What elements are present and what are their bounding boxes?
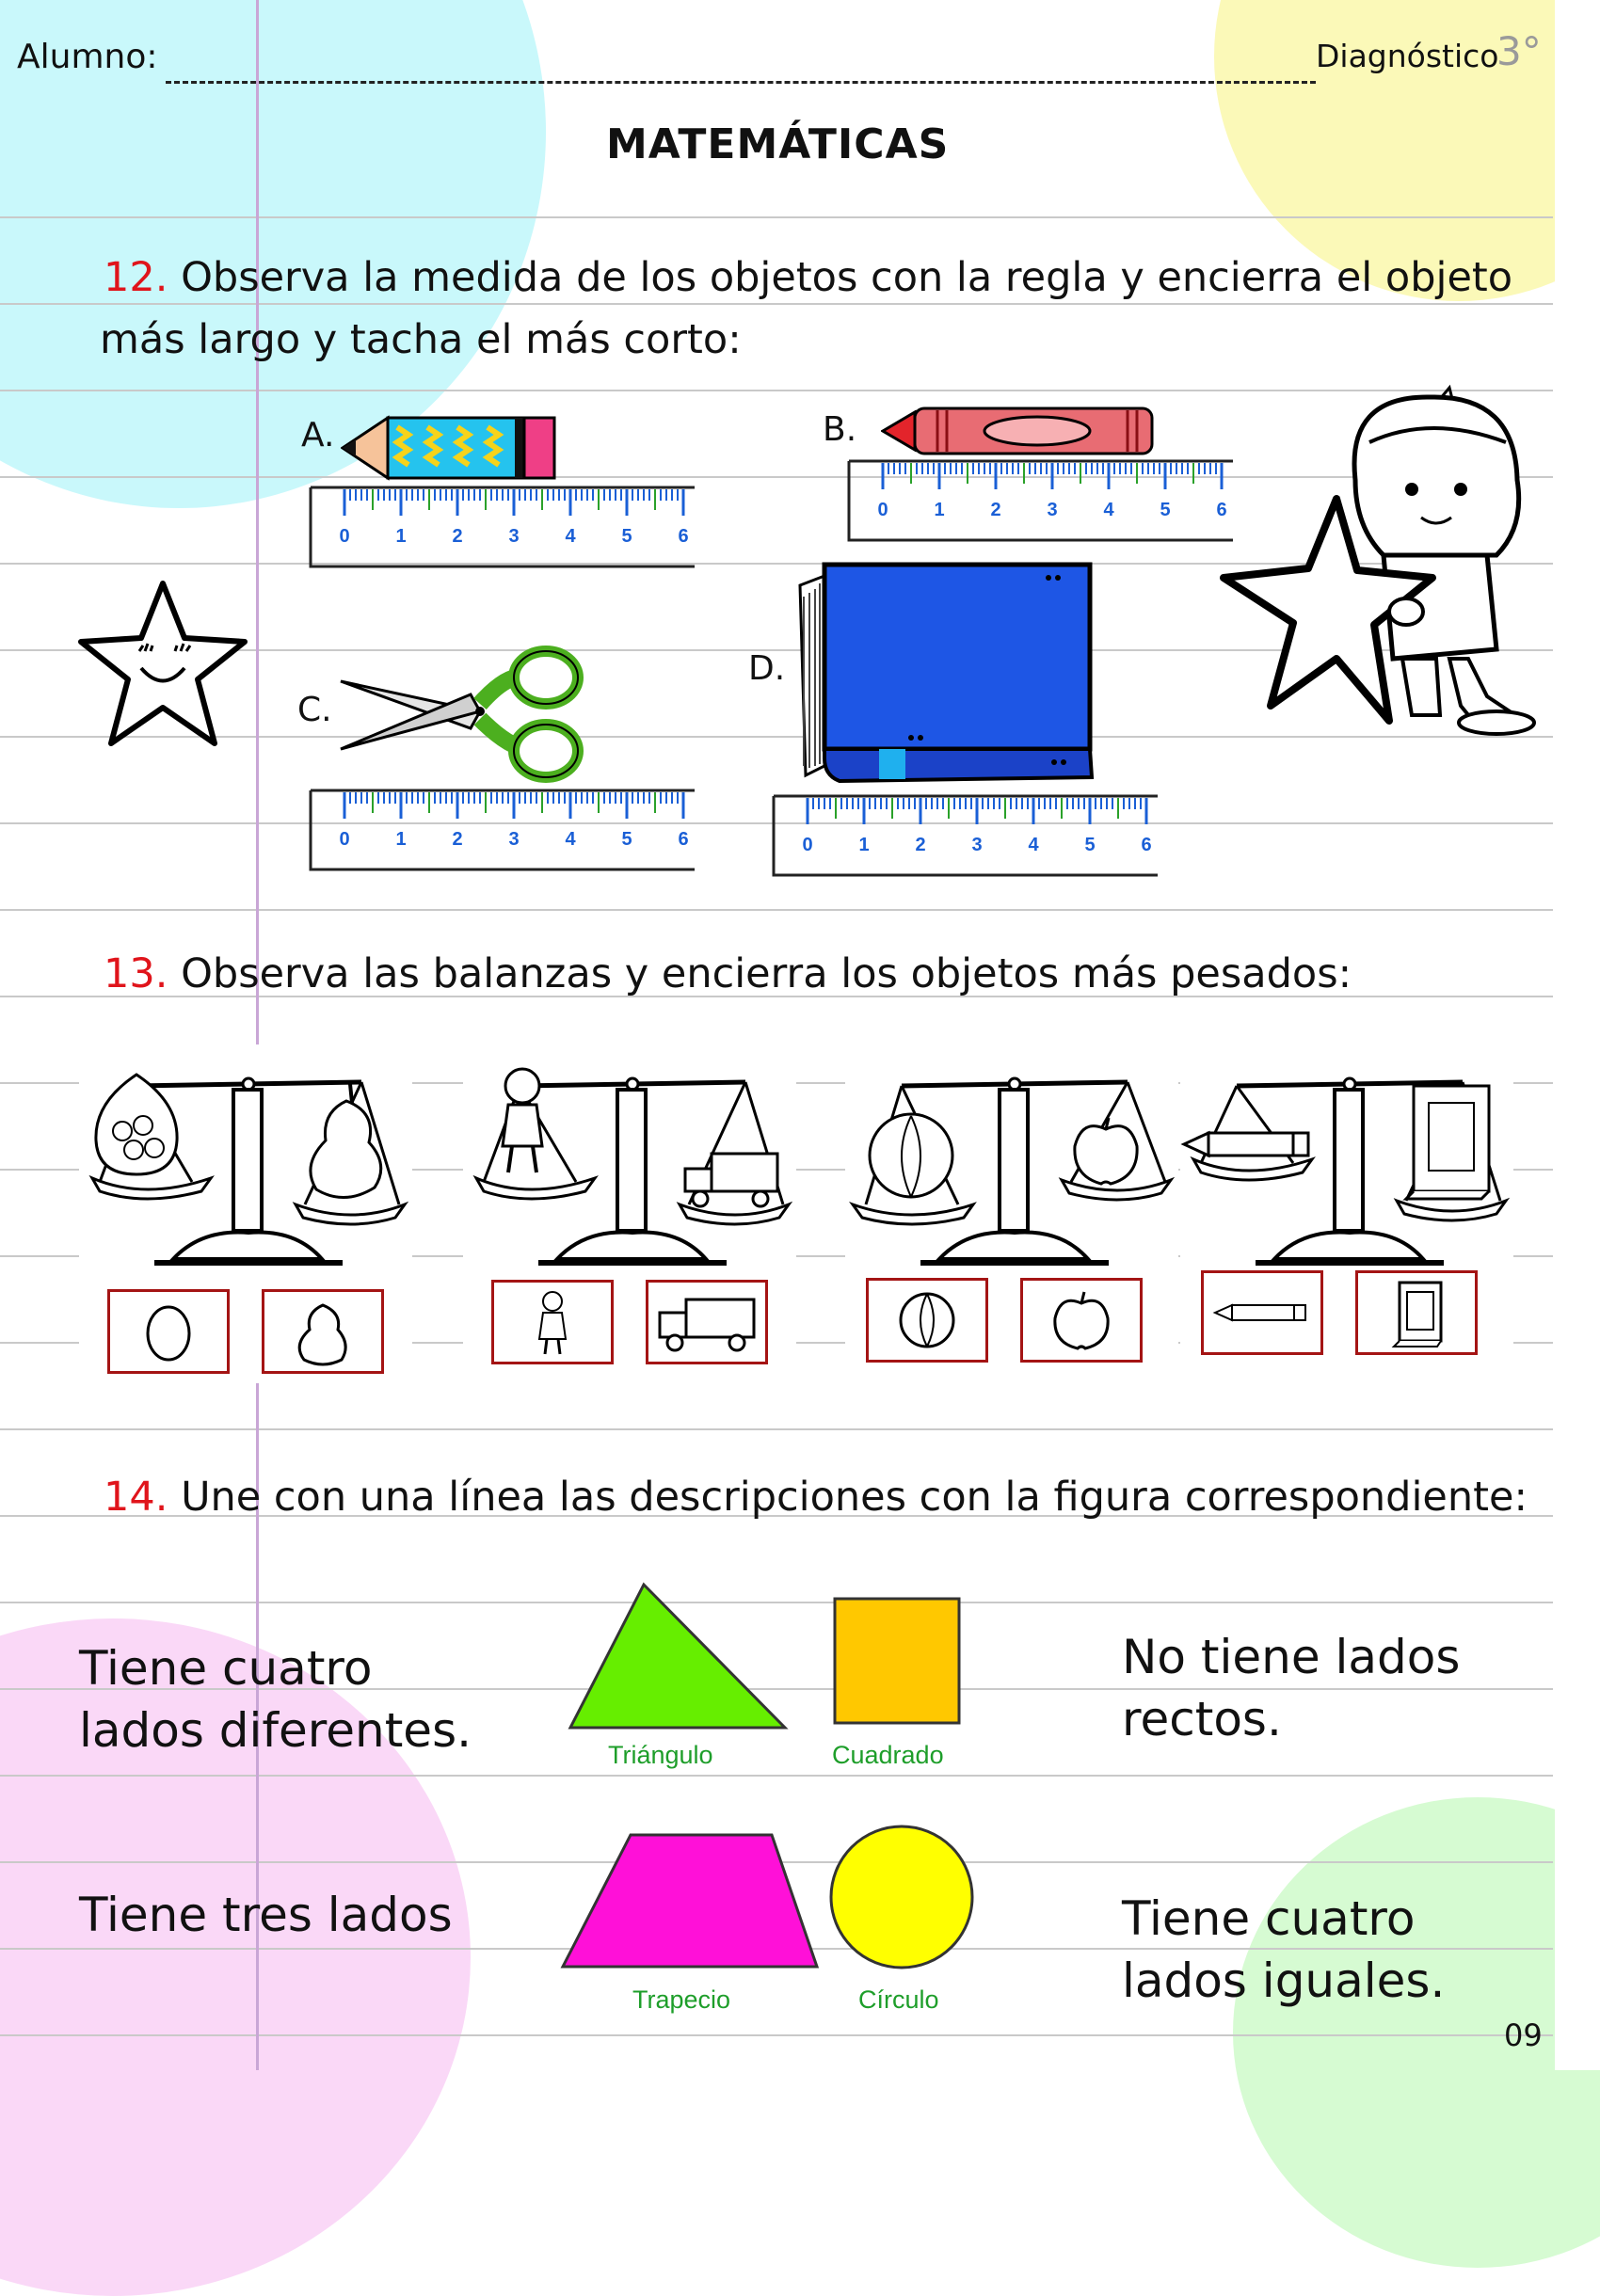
ruler-tick-label: 1	[934, 500, 945, 520]
square-shape[interactable]	[832, 1596, 964, 1728]
ruler-tick-label: 5	[621, 829, 632, 850]
apple-icon	[1023, 1281, 1140, 1360]
item-c-letter: C.	[297, 691, 332, 729]
green-blob	[1233, 1797, 1600, 2268]
pencil-icon	[341, 412, 557, 484]
ruler-tick-label: 2	[990, 500, 1001, 520]
scissors-icon	[339, 644, 593, 785]
ruler-tick-label: 0	[877, 500, 888, 520]
rule-line	[0, 1775, 1553, 1777]
apple-icon	[1064, 1114, 1148, 1189]
ruler-tick-label: 2	[915, 835, 926, 855]
trapezoid-shape[interactable]	[559, 1831, 823, 1972]
balance-panel-2	[463, 1044, 796, 1383]
balance-panel-3	[845, 1044, 1178, 1383]
ruler-tick-label: 4	[565, 829, 576, 850]
ruler-tick-label: 3	[1047, 500, 1058, 520]
q12-text-line1: Observa la medida de los objetos con la regla y encierra el objeto	[181, 254, 1513, 301]
ruler-d	[772, 792, 1160, 879]
choice-box-apple[interactable]	[1020, 1278, 1143, 1363]
q13-prompt	[104, 950, 1352, 997]
book-icon	[791, 559, 1101, 785]
left-desc-1-line2: lados diferentes.	[79, 1703, 472, 1758]
student-label: Alumno:	[17, 38, 158, 76]
ruler-tick-label: 4	[1028, 835, 1039, 855]
ruler-tick-label: 1	[395, 829, 407, 850]
choice-box-pencil[interactable]	[1201, 1270, 1323, 1355]
right-desc-1-line2: rectos.	[1122, 1692, 1282, 1746]
choice-box-egg[interactable]	[107, 1289, 230, 1374]
balance-panel-1	[79, 1044, 412, 1383]
ruler-tick-label: 2	[452, 526, 463, 547]
choice-box-melon[interactable]	[866, 1278, 988, 1363]
book-icon	[1400, 1080, 1495, 1203]
ruler-tick-label: 3	[508, 829, 520, 850]
student-name-field[interactable]	[166, 81, 1316, 84]
ruler-tick-label: 6	[1141, 835, 1152, 855]
ruler-tick-label: 5	[1160, 500, 1171, 520]
item-d-letter: D.	[748, 649, 786, 688]
triangle-label: Triángulo	[608, 1741, 713, 1769]
ruler-tick-label: 3	[508, 526, 520, 547]
girl-icon	[480, 1060, 565, 1182]
ruler-a	[309, 484, 696, 570]
circle-shape[interactable]	[826, 1822, 977, 1972]
square-fill	[835, 1599, 959, 1723]
right-desc-2-line2: lados iguales.	[1122, 1953, 1446, 2008]
right-desc-1-line1: No tiene lados	[1122, 1630, 1461, 1684]
page-number: 09	[1504, 2017, 1543, 2053]
rule-line	[0, 303, 1553, 305]
rule-line	[0, 2034, 1553, 2036]
circle-label: Círculo	[858, 1985, 939, 2014]
girl-with-star-illustration	[1214, 376, 1553, 743]
book-icon	[1358, 1273, 1475, 1352]
item-a-letter: A.	[301, 416, 335, 454]
triangle-shape[interactable]	[567, 1581, 789, 1731]
ruler-tick-label: 3	[971, 835, 983, 855]
trapezoid-label: Trapecio	[632, 1985, 731, 2014]
ruler-tick-label: 4	[565, 526, 576, 547]
melon-icon	[869, 1281, 985, 1360]
ruler-c	[309, 787, 696, 873]
ruler-tick-label: 1	[395, 526, 407, 547]
diagnostic-label: Diagnóstico	[1316, 38, 1499, 74]
ruler-tick-label: 0	[802, 835, 813, 855]
rule-line	[0, 1428, 1553, 1430]
smiling-star-icon	[73, 576, 252, 755]
truck-icon	[648, 1283, 765, 1362]
q13-text: Observa las balanzas y encierra los objetos más pesados:	[181, 950, 1352, 997]
rule-line	[0, 216, 1553, 218]
left-desc-2-line1: Tiene tres lados	[79, 1888, 453, 1942]
ruler-tick-label: 4	[1103, 500, 1114, 520]
balance-panel-4	[1180, 1044, 1513, 1383]
egg-icon	[110, 1292, 227, 1371]
right-desc-2-line1: Tiene cuatro	[1122, 1891, 1416, 1946]
ruler-b	[847, 457, 1235, 544]
trapezoid-fill	[563, 1835, 817, 1967]
choice-box-girl[interactable]	[491, 1280, 614, 1364]
ruler-tick-label: 6	[1216, 500, 1227, 520]
choice-box-book[interactable]	[1355, 1270, 1478, 1355]
q12-prompt-line1	[104, 254, 1512, 301]
pencil-icon	[1204, 1273, 1320, 1352]
margin-line	[256, 0, 259, 2070]
pear-icon	[264, 1292, 381, 1371]
left-desc-1-line1: Tiene cuatro	[79, 1641, 373, 1696]
ruler-tick-label: 1	[858, 835, 870, 855]
triangle-fill	[570, 1585, 785, 1728]
grade-label: 3°	[1496, 28, 1542, 74]
q12-text-line2: más largo y tacha el más corto:	[100, 316, 742, 363]
choice-box-pear[interactable]	[262, 1289, 384, 1374]
ruler-tick-label: 0	[339, 829, 350, 850]
square-label: Cuadrado	[832, 1741, 944, 1769]
crayon-icon	[881, 403, 1163, 459]
page-title: MATEMÁTICAS	[606, 120, 950, 168]
q14-prompt	[104, 1474, 1528, 1521]
choice-box-truck[interactable]	[646, 1280, 768, 1364]
q14-number: 14.	[104, 1474, 168, 1521]
ruler-tick-label: 5	[1084, 835, 1096, 855]
item-b-letter: B.	[823, 410, 857, 449]
right-edge	[1555, 0, 1600, 2070]
melon-icon	[864, 1107, 958, 1201]
pear-icon	[294, 1075, 397, 1206]
circle-fill	[831, 1826, 972, 1968]
q12-number: 12.	[104, 254, 168, 301]
rule-line	[0, 909, 1553, 911]
ruler-tick-label: 0	[339, 526, 350, 547]
pencil-icon	[1180, 1125, 1312, 1163]
bag-icon	[85, 1065, 188, 1178]
ruler-tick-label: 6	[678, 526, 689, 547]
q14-text: Une con una línea las descripciones con la figura correspondiente:	[181, 1474, 1528, 1521]
q13-number: 13.	[104, 950, 168, 997]
girl-icon	[494, 1283, 611, 1362]
ruler-tick-label: 6	[678, 829, 689, 850]
ruler-tick-label: 5	[621, 526, 632, 547]
truck-icon	[680, 1148, 783, 1214]
ruler-tick-label: 2	[452, 829, 463, 850]
